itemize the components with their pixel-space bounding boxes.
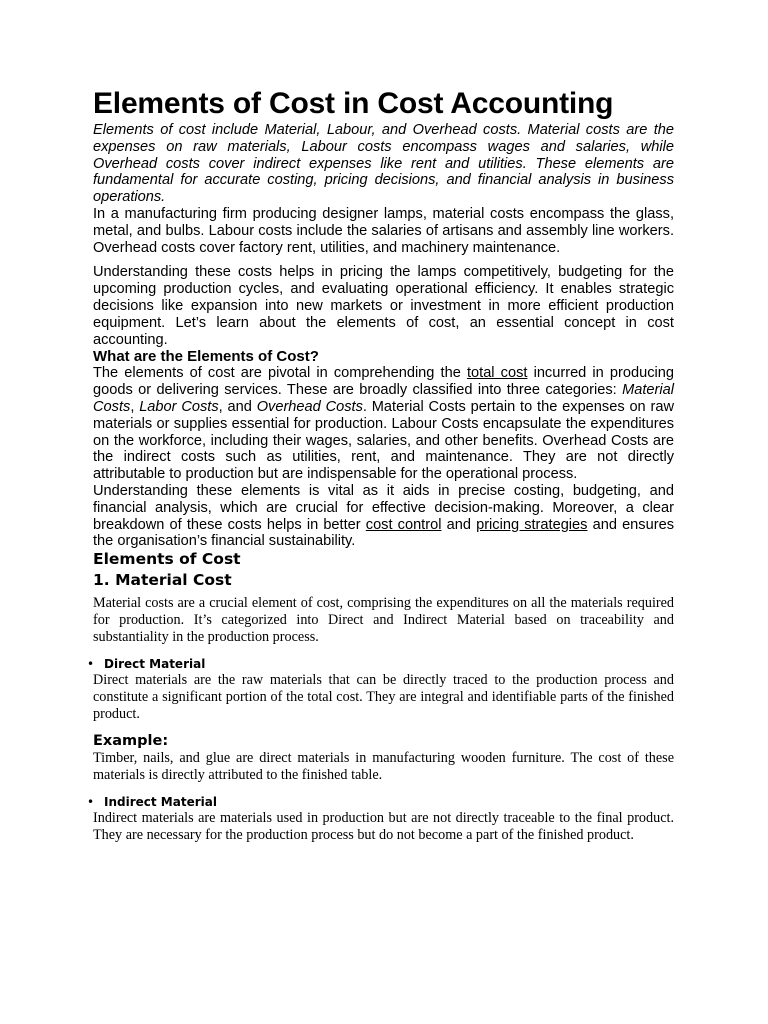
cost-control-link[interactable]: cost control <box>365 516 442 533</box>
what-are-elements-heading: What are the Elements of Cost? <box>93 348 319 366</box>
understanding-elements-paragraph <box>93 483 674 550</box>
text-span: . Material Costs pertain to the expenses on raw materials or supplies essential for production. Labour Costs encapsulate the expenditures on the workforce, including their wages, salaries, and other benefits. Overhead Costs are the indirect costs such as utilities, rent, and maintenance. They are not directly attributable to production but are indispensable for the operational process. <box>93 398 675 483</box>
material-cost-paragraph: Material costs are a crucial element of cost, comprising the expenditures on all the materials required for production. It’s categorized into Direct and Indirect Material based on traceability and substantiality in the production process. <box>93 595 674 646</box>
bullet-icon: • <box>87 795 95 810</box>
text-span: , and <box>218 398 257 415</box>
lamp-example-paragraph: In a manufacturing firm producing designer lamps, material costs encompass the glass, metal, and bulbs. Labour costs include the salaries of artisans and assembly line workers. Overhead costs cover factory rent, utilities, and machinery maintenance. <box>93 205 674 256</box>
text-span: Understanding these elements is vital as it aids in precise costing, budgeting, and financial analysis, which are crucial for effective decision-making. Moreover, a clear breakdown of these costs helps in better <box>93 482 674 533</box>
bullet-icon: • <box>87 657 95 672</box>
labor-costs-term: Labor Costs <box>139 398 219 415</box>
indirect-material-bullet <box>87 794 674 810</box>
text-span: , <box>130 398 140 415</box>
document-page <box>87 86 675 844</box>
intro-paragraph: Elements of cost include Material, Labour, and Overhead costs. Material costs are the expenses on raw materials, Labour costs encompass wages and salaries, while Overhead costs cover indirect expenses like rent and utilities. These elements are fundamental for accurate costing, pricing decisions, and financial analysis in business operations. <box>93 122 674 206</box>
direct-material-bullet <box>87 656 674 672</box>
text-span: The elements of cost are pivotal in comprehending the <box>93 365 467 382</box>
example-heading: Example: <box>93 733 169 750</box>
page-title: Elements of Cost in Cost Accounting <box>93 87 614 120</box>
example-paragraph: Timber, nails, and glue are direct materials in manufacturing wooden furniture. The cost of these materials is directly attributed to the finished table. <box>93 750 674 784</box>
indirect-material-label: Indirect Material <box>104 795 217 810</box>
overhead-costs-term: Overhead Costs <box>256 398 363 415</box>
total-cost-link[interactable]: total cost <box>466 365 528 382</box>
understanding-paragraph: Understanding these costs helps in pricing the lamps competitively, budgeting for the upcoming production cycles, and evaluating operational efficiency. It enables strategic decisions like expansion into new markets or investment in more efficient production equipment. Let’s learn about the elements of cost, an essential concept in cost accounting. <box>93 264 674 348</box>
elements-of-cost-heading: Elements of Cost <box>93 550 241 569</box>
material-costs-term: Material Costs <box>93 382 674 415</box>
text-span: incurred in producing goods or delivering services. These are broadly classified into three categories: <box>93 365 675 399</box>
direct-material-label: Direct Material <box>104 657 206 672</box>
material-cost-heading: 1. Material Cost <box>93 571 232 590</box>
elements-pivotal-paragraph <box>93 365 674 483</box>
text-span: and ensures the organisation’s financial sustainability. <box>93 516 674 550</box>
pricing-strategies-link[interactable]: pricing strategies <box>476 516 588 533</box>
text-span: and <box>441 516 477 533</box>
indirect-material-paragraph: Indirect materials are materials used in production but are not directly traceable to the final product. They are necessary for the production process but do not become a part of the finished product. <box>93 810 674 844</box>
direct-material-paragraph: Direct materials are the raw materials that can be directly traced to the production process and constitute a significant portion of the total cost. They are integral and identifiable parts of the finished product. <box>93 672 674 723</box>
